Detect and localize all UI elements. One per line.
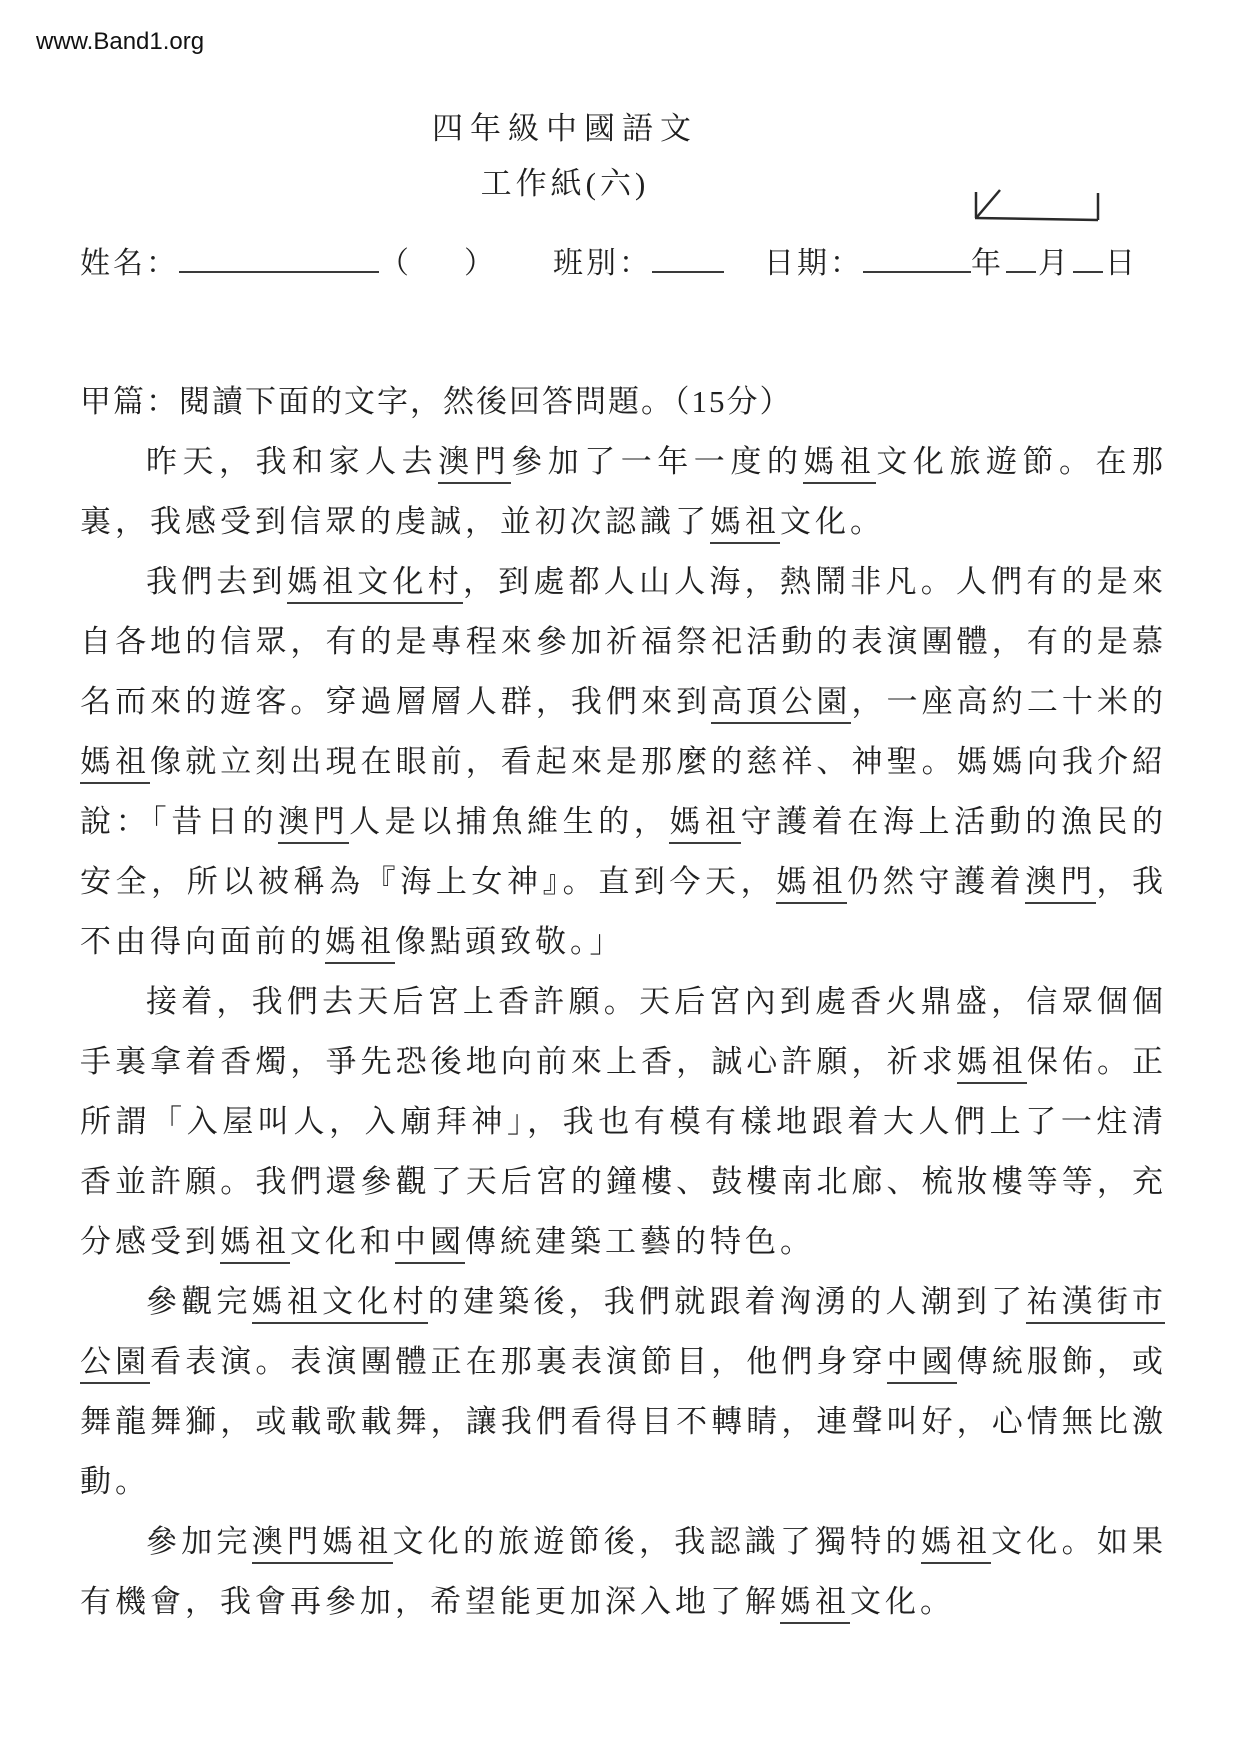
text-run: 有機會，我會再參加，希望能更加深入地了解 (80, 1584, 780, 1619)
proper-noun-underline: 中國 (395, 1224, 465, 1264)
text-run: 像點頭致敬。」 (395, 924, 625, 959)
text-run: 參觀完 (146, 1284, 252, 1319)
text-run: 文化和 (290, 1224, 395, 1259)
text-run: 的建築後，我們就跟着洶湧的人潮到了 (427, 1284, 1027, 1319)
date-day-blank-field (1073, 241, 1103, 273)
proper-noun-underline: 澳門 (438, 444, 511, 484)
proper-noun-underline: 媽祖文化村 (287, 564, 463, 604)
proper-noun-underline: 媽祖 (803, 444, 876, 484)
year-label: 年 (971, 247, 1004, 280)
text-run: 守護着在海上活動的漁民的 (740, 804, 1166, 839)
text-run: 手裏拿着香燭，爭先恐後地向前來上香，誠心許願，祈求 (80, 1044, 957, 1079)
proper-noun-underline: 媽祖 (669, 804, 740, 844)
paren-close: ） (464, 247, 497, 280)
date-year-blank-field (863, 241, 971, 273)
text-run: 安全，所以被稱為『海上女神』。直到今天， (80, 864, 777, 899)
text-run: 昨天，我和家人去 (146, 444, 439, 479)
text-run: 看表演。表演團體正在那裏表演節目，他們身穿 (150, 1344, 887, 1379)
text-run: 香並許願。我們還參觀了天后宮的鐘樓、鼓樓南北廊、梳妝樓等等，充 (80, 1164, 1165, 1199)
proper-noun-underline: 高頂公園 (711, 684, 851, 724)
text-run: 傳統建築工藝的特色。 (465, 1224, 815, 1259)
passage-line (80, 672, 1165, 732)
passage-line (80, 1332, 1165, 1392)
text-run: ，我 (1096, 864, 1166, 899)
proper-noun-underline: 媽祖 (710, 504, 780, 544)
proper-noun-underline: 澳門 (278, 804, 349, 844)
text-run: 說：「昔日的 (80, 804, 278, 839)
text-run: 人是以捕魚維生的， (349, 804, 670, 839)
text-run: 參加完 (146, 1524, 252, 1559)
passage-line (80, 1452, 1165, 1512)
proper-noun-underline: 祐漢街市 (1026, 1284, 1165, 1324)
text-run: 文化。如果 (991, 1524, 1166, 1559)
text-run: 文化旅遊節。在那 (876, 444, 1166, 479)
text-run: 文化。 (850, 1584, 955, 1619)
page-subtitle: 工作紙(六) (480, 166, 650, 202)
passage-lines (80, 432, 1165, 1632)
proper-noun-underline: 媽祖 (325, 924, 395, 964)
passage-line (80, 1572, 1165, 1632)
text-run: 仍然守護着 (847, 864, 1026, 899)
passage-line (80, 852, 1165, 912)
passage-line (80, 432, 1165, 492)
proper-noun-underline: 媽祖 (957, 1044, 1027, 1084)
text-run: 所謂「入屋叫人，入廟拜神」，我也有模有樣地跟着大人們上了一炷清 (80, 1104, 1165, 1139)
passage-line (80, 1512, 1165, 1572)
text-run: 文化。 (780, 504, 885, 539)
proper-noun-underline: 媽祖 (921, 1524, 991, 1564)
text-run: 自各地的信眾，有的是專程來參加祈福祭祀活動的表演團體，有的是慕 (80, 624, 1165, 659)
text-run: 接着，我們去天后宮上香許願。天后宮內到處香火鼎盛，信眾個個 (146, 984, 1165, 1019)
passage-line (80, 1212, 1165, 1272)
title-block (0, 110, 1130, 202)
section-instruction: 甲篇：閱讀下面的文字，然後回答問題。（15分） (80, 384, 793, 419)
month-label: 月 (1038, 247, 1071, 280)
class-label: 班別： (553, 247, 652, 280)
text-run: 裏，我感受到信眾的虔誠，並初次認識了 (80, 504, 710, 539)
text-run: ，到處都人山人海，熱鬧非凡。人們有的是來 (462, 564, 1166, 599)
proper-noun-underline: 媽祖 (80, 744, 150, 784)
proper-noun-underline: 中國 (887, 1344, 957, 1384)
passage-line (80, 1092, 1165, 1152)
day-label: 日 (1105, 247, 1138, 280)
passage-line (80, 1392, 1165, 1452)
passage-line (80, 1272, 1165, 1332)
proper-noun-underline: 澳門媽祖 (252, 1524, 393, 1564)
proper-noun-underline: 媽祖文化村 (252, 1284, 428, 1324)
passage-line (80, 552, 1165, 612)
score-box-tick-icon (970, 184, 1106, 226)
name-label: 姓名： (80, 247, 179, 280)
proper-noun-underline: 媽祖 (780, 1584, 850, 1624)
text-run: 像就立刻出現在眼前，看起來是那麼的慈祥、神聖。媽媽向我介紹 (150, 744, 1166, 779)
date-month-blank-field (1006, 241, 1036, 273)
text-run: 保佑。正 (1026, 1044, 1166, 1079)
text-run: 我們去到 (146, 564, 287, 599)
text-run: 文化的旅遊節後，我認識了獨特的 (392, 1524, 921, 1559)
proper-noun-underline: 澳門 (1025, 864, 1096, 904)
date-label: 日期： (764, 247, 863, 280)
proper-noun-underline: 公園 (80, 1344, 150, 1384)
student-info-row (80, 238, 1165, 282)
proper-noun-underline: 媽祖 (220, 1224, 290, 1264)
text-run: ，一座高約二十米的 (851, 684, 1166, 719)
passage-line (80, 912, 1165, 972)
passage-line (80, 972, 1165, 1032)
passage-line (80, 1032, 1165, 1092)
page-title: 四年級中國語文 (432, 111, 698, 146)
proper-noun-underline: 媽祖 (776, 864, 847, 904)
text-run: 動。 (80, 1464, 150, 1499)
passage-line (80, 612, 1165, 672)
text-run: 傳統服飾，或 (956, 1344, 1166, 1379)
text-run: 舞龍舞獅，或載歌載舞，讓我們看得目不轉睛，連聲叫好，心情無比激 (80, 1404, 1165, 1439)
passage-line (80, 792, 1165, 852)
name-blank-field (179, 241, 379, 273)
watermark-url: www.Band1.org (36, 28, 205, 55)
text-run: 名而來的遊客。穿過層層人群，我們來到 (80, 684, 712, 719)
passage-line (80, 732, 1165, 792)
text-run: 參加了一年一度的 (511, 444, 804, 479)
passage-line (80, 1152, 1165, 1212)
passage-line (80, 492, 1165, 552)
class-blank-field (652, 241, 724, 273)
text-run: 分感受到 (80, 1224, 220, 1259)
text-run: 不由得向面前的 (80, 924, 325, 959)
paren-open: （ (379, 247, 412, 280)
